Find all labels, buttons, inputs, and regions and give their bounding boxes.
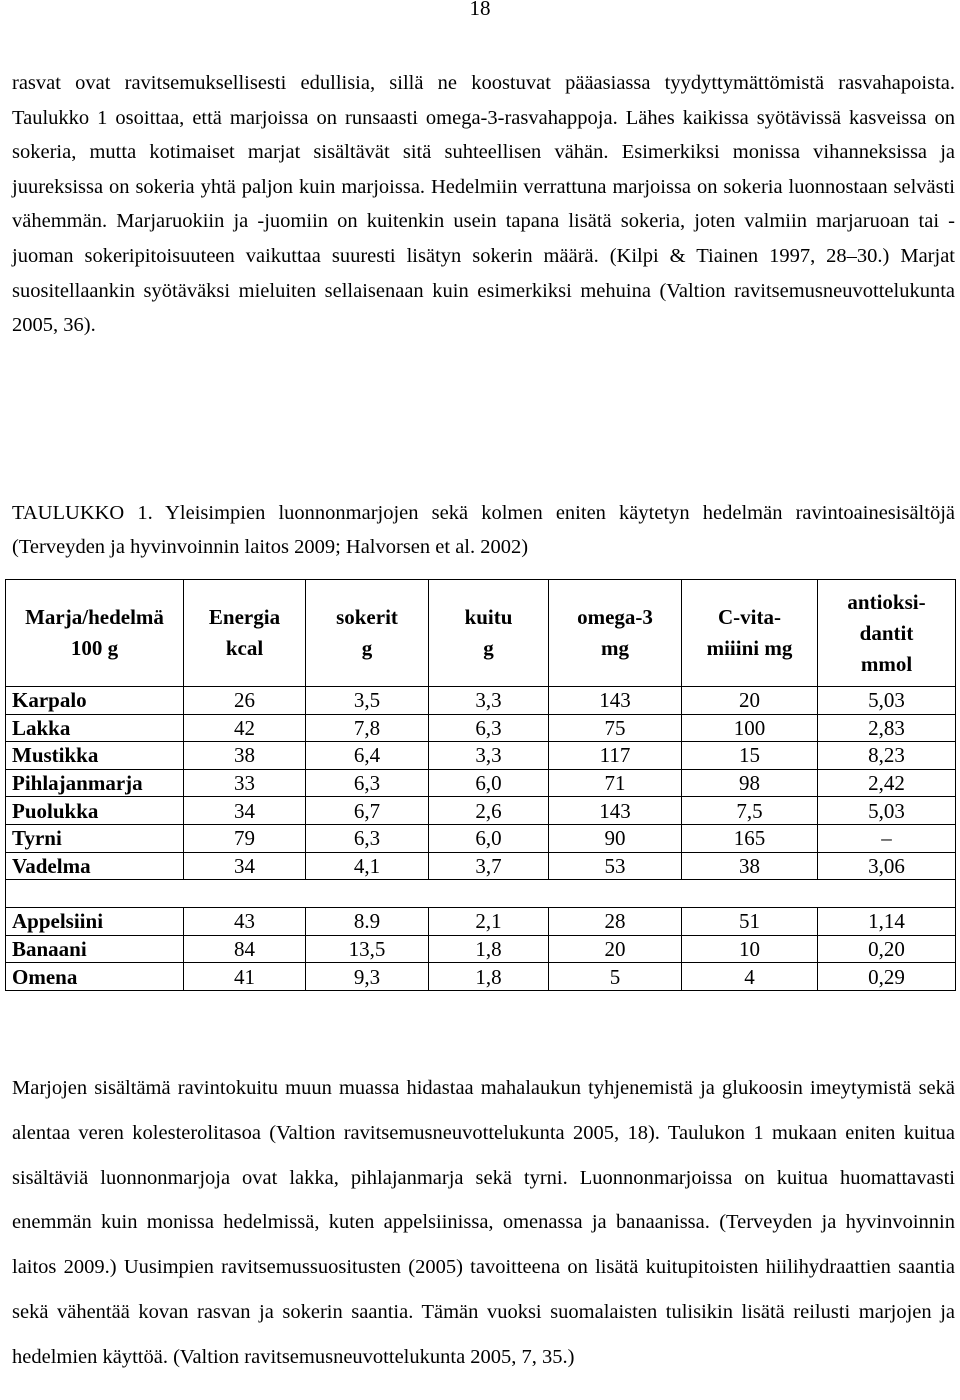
value-cell: 4,1 — [306, 852, 429, 880]
value-cell: – — [818, 824, 956, 852]
value-cell: 6,0 — [429, 824, 549, 852]
header-energy: Energia kcal — [184, 580, 306, 687]
value-cell: 6,0 — [429, 769, 549, 797]
value-cell: 143 — [549, 687, 682, 715]
value-cell: 20 — [682, 687, 818, 715]
value-cell: 75 — [549, 714, 682, 742]
table-row — [6, 742, 956, 770]
header-berry-fruit: Marja/hedelmä 100 g — [6, 580, 184, 687]
value-cell: 90 — [549, 824, 682, 852]
value-cell: 1,8 — [429, 963, 549, 991]
value-cell: 28 — [549, 908, 682, 936]
value-cell: 84 — [184, 935, 306, 963]
value-cell: 15 — [682, 742, 818, 770]
value-cell: 34 — [184, 797, 306, 825]
row-name-cell: Banaani — [6, 935, 184, 963]
value-cell: 1,8 — [429, 935, 549, 963]
value-cell: 79 — [184, 824, 306, 852]
value-cell: 117 — [549, 742, 682, 770]
header-antioxidants: antioksi- dantit mmol — [818, 580, 956, 687]
nutrient-table — [5, 579, 956, 991]
value-cell: 43 — [184, 908, 306, 936]
value-cell: 71 — [549, 769, 682, 797]
row-name-cell: Tyrni — [6, 824, 184, 852]
header-sugars: sokerit g — [306, 580, 429, 687]
row-name-cell: Appelsiini — [6, 908, 184, 936]
value-cell: 165 — [682, 824, 818, 852]
table-caption: TAULUKKO 1. Yleisimpien luonnonmarjojen sekä kolmen eniten käytetyn hedelmän ravintoainesisältöjä (Terveyden ja hyvinvoinnin laitos 2009; Halvorsen et al. 2002) — [12, 502, 955, 558]
table-row — [6, 769, 956, 797]
value-cell: 3,06 — [818, 852, 956, 880]
value-cell: 41 — [184, 963, 306, 991]
value-cell: 98 — [682, 769, 818, 797]
table-row — [6, 687, 956, 715]
page-number: 18 — [469, 0, 491, 20]
value-cell: 8,23 — [818, 742, 956, 770]
value-cell: 9,3 — [306, 963, 429, 991]
value-cell: 3,3 — [429, 687, 549, 715]
value-cell: 51 — [682, 908, 818, 936]
value-cell: 7,5 — [682, 797, 818, 825]
table-row — [6, 935, 956, 963]
value-cell: 3,7 — [429, 852, 549, 880]
value-cell: 4 — [682, 963, 818, 991]
value-cell: 2,6 — [429, 797, 549, 825]
header-vitamin-c: C-vita- miiini mg — [682, 580, 818, 687]
row-name-cell: Vadelma — [6, 852, 184, 880]
value-cell: 2,83 — [818, 714, 956, 742]
table-row — [6, 908, 956, 936]
table-row — [6, 714, 956, 742]
intro-paragraph: rasvat ovat ravitsemuksellisesti edullisia, sillä ne koostuvat pääasiassa tyydyttymättömistä rasvahapoista. Taulukko 1 osoittaa, että marjoissa on runsaasti omega-3-rasvahappoja. Lähes kaikissa syötävissä kasveissa on sokeria, mutta kotimaiset marjat sisältävät sitä suhteellisen vähän. Esimerkiksi monissa vihanneksissa ja juureksissa on sokeria yhtä paljon kuin marjoissa. Hedelmiin verrattuna marjoissa on sokeria luonnostaan selvästi vähemmän. Marjaruokiin ja -juomiin on kuitenkin usein tapana lisätä sokeria, joten valmiin marjaruoan tai -juoman sokeripitoisuuteen vaikuttaa suuresti lisätyn sokerin määrä. (Kilpi & Tiainen 1997, 28–30.) Marjat suositellaankin syötäväksi mieluiten sellaisenaan kuin esimerkiksi mehuina (Valtion ravitsemusneuvottelukunta 2005, 36). — [12, 72, 955, 337]
row-name-cell: Mustikka — [6, 742, 184, 770]
value-cell: 38 — [682, 852, 818, 880]
value-cell: 53 — [549, 852, 682, 880]
value-cell: 38 — [184, 742, 306, 770]
value-cell: 5,03 — [818, 797, 956, 825]
value-cell: 6,3 — [306, 769, 429, 797]
row-name-cell: Karpalo — [6, 687, 184, 715]
value-cell: 8.9 — [306, 908, 429, 936]
table-row — [6, 797, 956, 825]
fiber-paragraph: Marjojen sisältämä ravintokuitu muun muassa hidastaa mahalaukun tyhjenemistä ja glukoosin imeytymistä sekä alentaa veren kolesterolitasoa (Valtion ravitsemusneuvottelukunta 2005, 18). Taulukon 1 mukaan eniten kuitua sisältäviä luonnonmarjoja ovat lakka, pihlajanmarja sekä tyrni. Luonnonmarjoissa on kuitua huomattavasti enemmän kuin monissa hedelmissä, kuten appelsiinissa, omenassa ja banaanissa. (Terveyden ja hyvinvoinnin laitos 2009.) Uusimpien ravitsemussuositusten (2005) tavoitteena on lisätä kuitupitoisten hiilihydraattien saantia sekä vähentää kovan rasvan ja sokerin saantia. Tämän vuoksi suomalaisten tulisikin lisätä reilusti marjojen ja hedelmien käyttöä. (Valtion ravitsemusneuvottelukunta 2005, 7, 35.) — [12, 1077, 955, 1368]
value-cell: 0,20 — [818, 935, 956, 963]
row-name-cell: Puolukka — [6, 797, 184, 825]
value-cell: 5 — [549, 963, 682, 991]
value-cell: 0,29 — [818, 963, 956, 991]
table-row — [6, 852, 956, 880]
table-spacer-row — [6, 880, 956, 908]
value-cell: 7,8 — [306, 714, 429, 742]
value-cell: 20 — [549, 935, 682, 963]
row-name-cell: Lakka — [6, 714, 184, 742]
table-row — [6, 963, 956, 991]
row-name-cell: Pihlajanmarja — [6, 769, 184, 797]
value-cell: 3,3 — [429, 742, 549, 770]
value-cell: 100 — [682, 714, 818, 742]
value-cell: 10 — [682, 935, 818, 963]
table-row — [6, 824, 956, 852]
value-cell: 13,5 — [306, 935, 429, 963]
value-cell: 42 — [184, 714, 306, 742]
spacer-cell — [6, 880, 956, 908]
value-cell: 6,3 — [429, 714, 549, 742]
row-name-cell: Omena — [6, 963, 184, 991]
value-cell: 5,03 — [818, 687, 956, 715]
value-cell: 1,14 — [818, 908, 956, 936]
value-cell: 6,7 — [306, 797, 429, 825]
value-cell: 26 — [184, 687, 306, 715]
header-fiber: kuitu g — [429, 580, 549, 687]
value-cell: 6,4 — [306, 742, 429, 770]
value-cell: 3,5 — [306, 687, 429, 715]
table-header-row — [6, 580, 956, 687]
value-cell: 33 — [184, 769, 306, 797]
value-cell: 6,3 — [306, 824, 429, 852]
value-cell: 2,42 — [818, 769, 956, 797]
value-cell: 2,1 — [429, 908, 549, 936]
value-cell: 143 — [549, 797, 682, 825]
header-omega3: omega-3 mg — [549, 580, 682, 687]
value-cell: 34 — [184, 852, 306, 880]
